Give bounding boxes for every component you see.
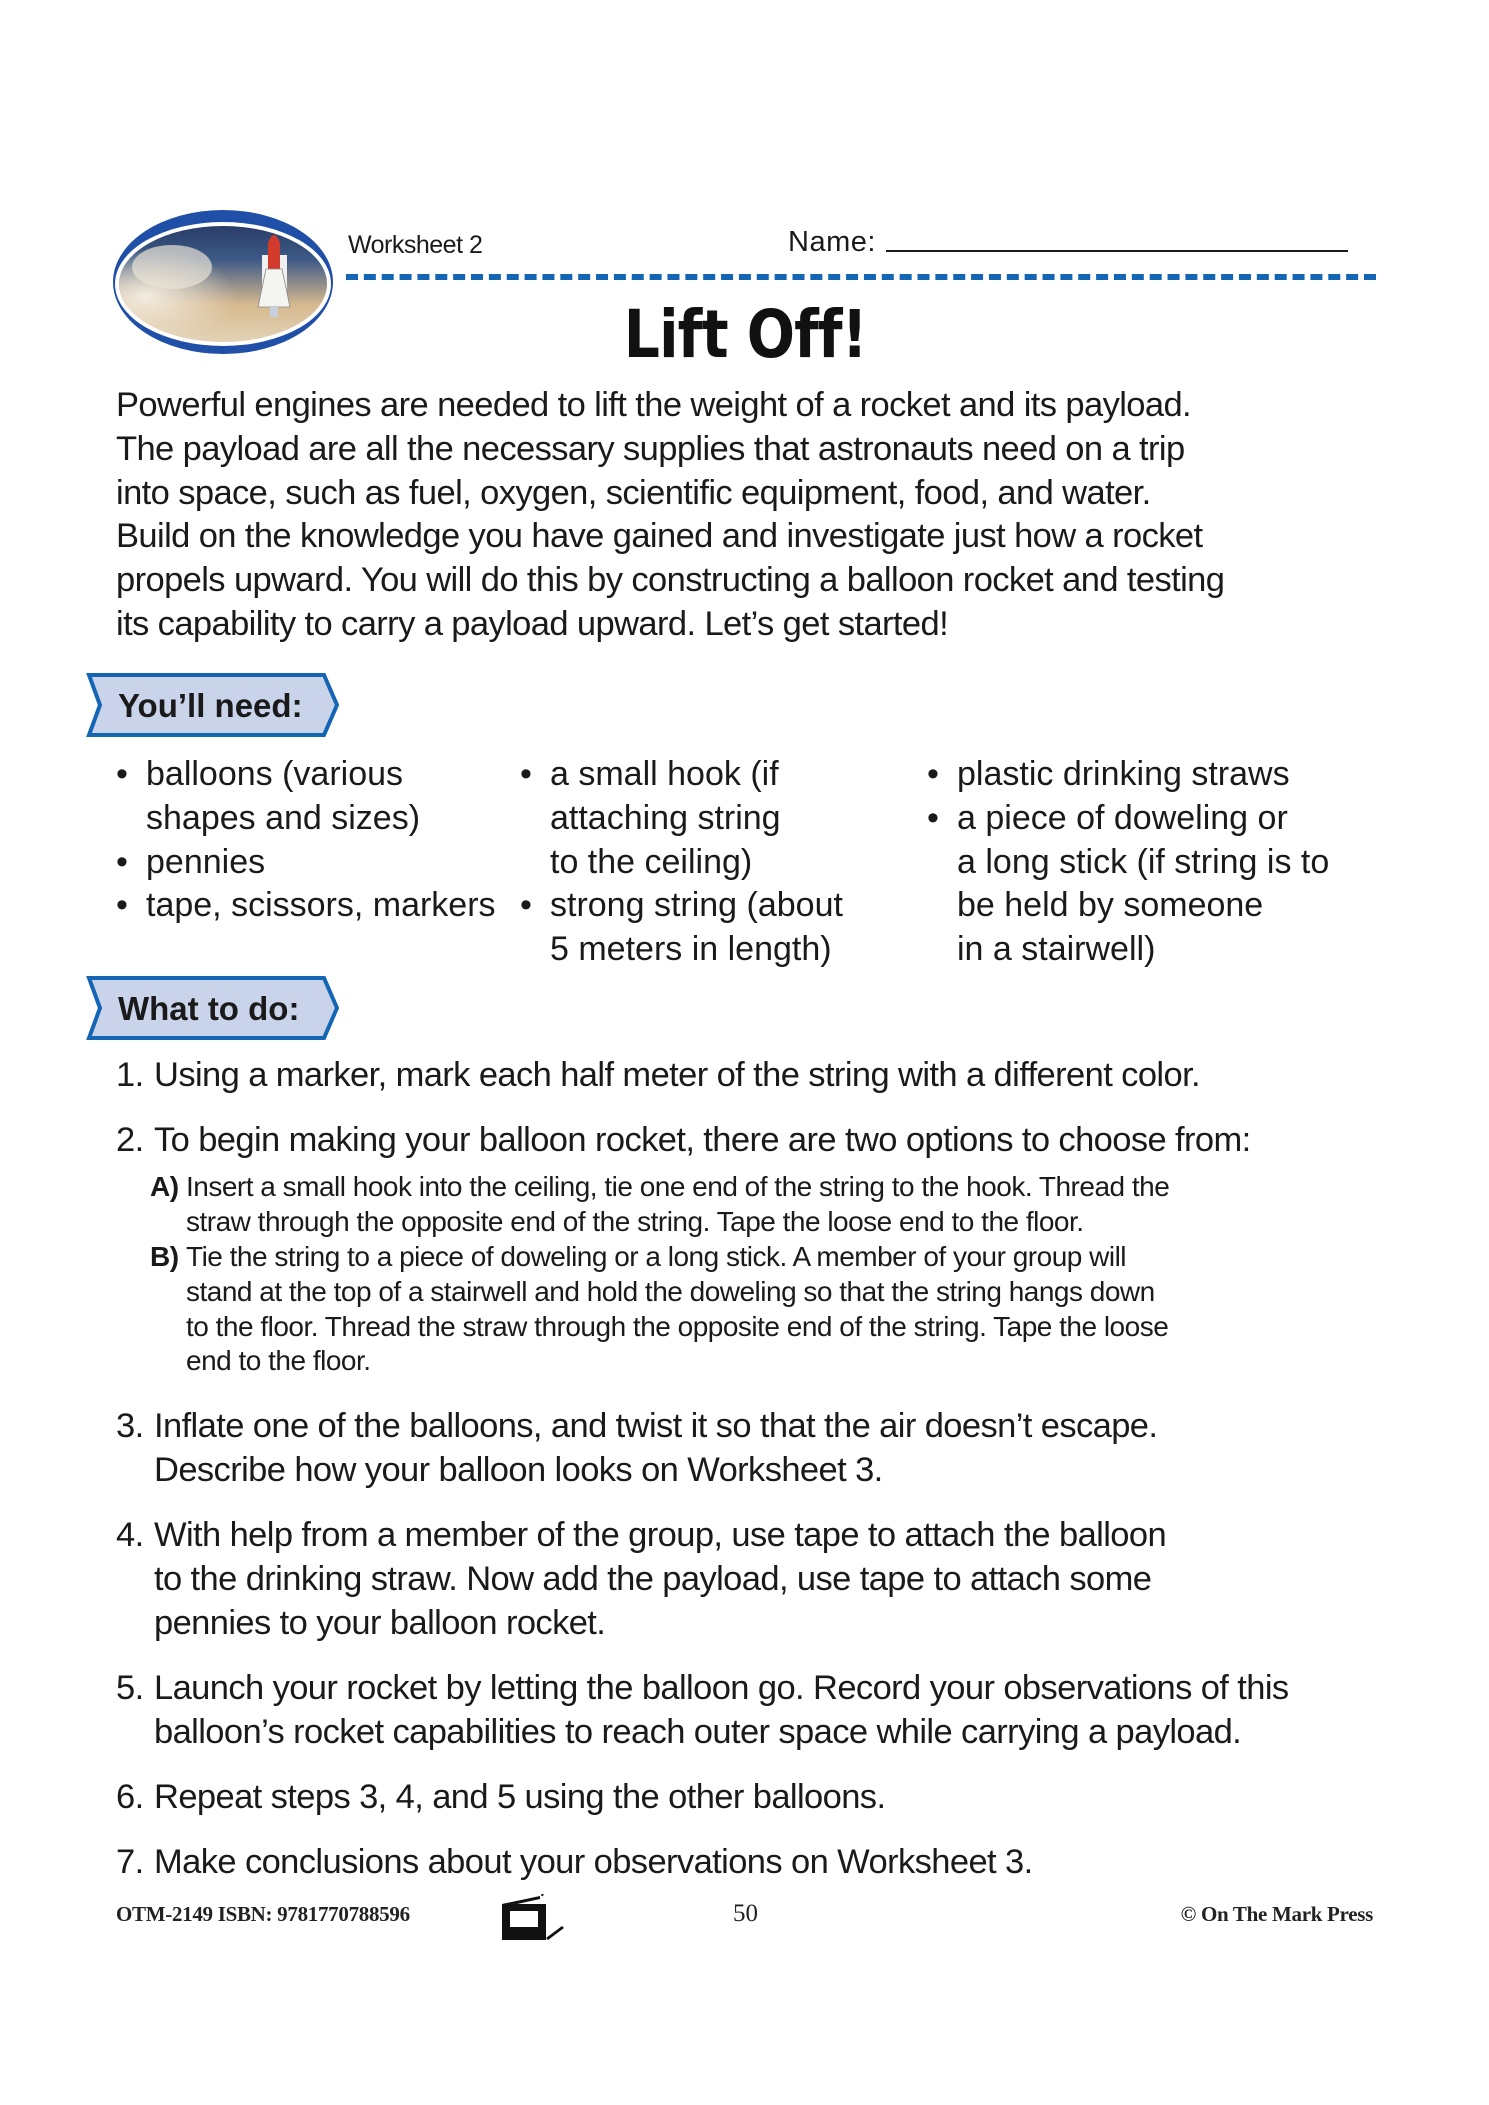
name-input-line[interactable]	[886, 250, 1348, 252]
materials-heading: You’ll need:	[118, 687, 303, 724]
step-3: 3. Inflate one of the balloons, and twist it so that the air doesn’t escape. Describe how your balloon looks on Worksheet 3.	[116, 1407, 1158, 1489]
copyright: © On The Mark Press	[1180, 1902, 1373, 1926]
step-2-option-b: B) Tie the string to a piece of doweling or a long stick. A member of your group will stand at the top of a stairwell and hold the doweling so that the string hangs down to the floor. Thread the straw through the opposite end of the string. Tape the loose end to the floor.	[150, 1241, 1169, 1377]
step-5: 5. Launch your rocket by letting the balloon go. Record your observations of this balloon’s rocket capabilities to reach outer space while carrying a payload.	[116, 1669, 1289, 1751]
intro-line: The payload are all the necessary supplies that astronauts need on a trip	[116, 429, 1185, 468]
step-2-option-a: A) Insert a small hook into the ceiling, tie one end of the string to the hook. Thread the straw through the opposite end of the string. Tape the loose end to the floor.	[150, 1171, 1170, 1237]
page-number: 50	[733, 1900, 758, 1927]
list-item: • a piece of doweling or a long stick (if string is to be held by someone in a stairwell)	[927, 797, 1329, 972]
list-item: • a small hook (if attaching string to the ceiling)	[520, 753, 843, 884]
intro-paragraph	[116, 384, 1386, 647]
intro-line: Build on the knowledge you have gained and investigate just how a rocket	[116, 517, 1203, 556]
procedure-heading: What to do:	[118, 990, 300, 1027]
materials-column-3	[927, 753, 1329, 972]
step-6: 6. Repeat steps 3, 4, and 5 using the other balloons.	[116, 1778, 886, 1816]
product-code-isbn: OTM-2149 ISBN: 9781770788596	[116, 1902, 410, 1926]
intro-line: propels upward. You will do this by constructing a balloon rocket and testing	[116, 561, 1225, 600]
materials-heading-banner	[86, 673, 340, 737]
intro-line: Powerful engines are needed to lift the weight of a rocket and its payload.	[116, 386, 1192, 424]
list-item: • plastic drinking straws	[927, 753, 1329, 797]
materials-column-2	[520, 753, 843, 972]
list-item: • strong string (about 5 meters in length)	[520, 884, 843, 972]
list-item: • balloons (various shapes and sizes)	[116, 753, 496, 841]
procedure-heading-banner	[86, 976, 340, 1040]
name-field[interactable]	[788, 226, 1348, 259]
dashed-divider	[346, 274, 1376, 280]
step-1: 1. Using a marker, mark each half meter of the string with a different color.	[116, 1056, 1201, 1094]
list-item: • tape, scissors, markers	[116, 884, 496, 928]
intro-line: its capability to carry a payload upward. Let’s get started!	[116, 604, 949, 643]
step-4: 4. With help from a member of the group, use tape to attach the balloon to the drinking straw. Now add the payload, use tape to attach some pennies to your balloon rocket.	[116, 1516, 1167, 1642]
intro-line: into space, such as fuel, oxygen, scientific equipment, food, and water.	[116, 473, 1151, 512]
photocopier-icon	[500, 1894, 586, 1942]
step-7: 7. Make conclusions about your observations on Worksheet 3.	[116, 1843, 1033, 1881]
step-2: 2. To begin making your balloon rocket, there are two options to choose from:	[116, 1121, 1251, 1159]
list-item: • pennies	[116, 841, 496, 885]
materials-column-1	[116, 753, 496, 928]
worksheet-label: Worksheet 2	[348, 231, 483, 259]
page-footer	[0, 1900, 1489, 1940]
page-title: Lift Off!	[623, 296, 868, 373]
name-label: Name:	[788, 226, 876, 258]
